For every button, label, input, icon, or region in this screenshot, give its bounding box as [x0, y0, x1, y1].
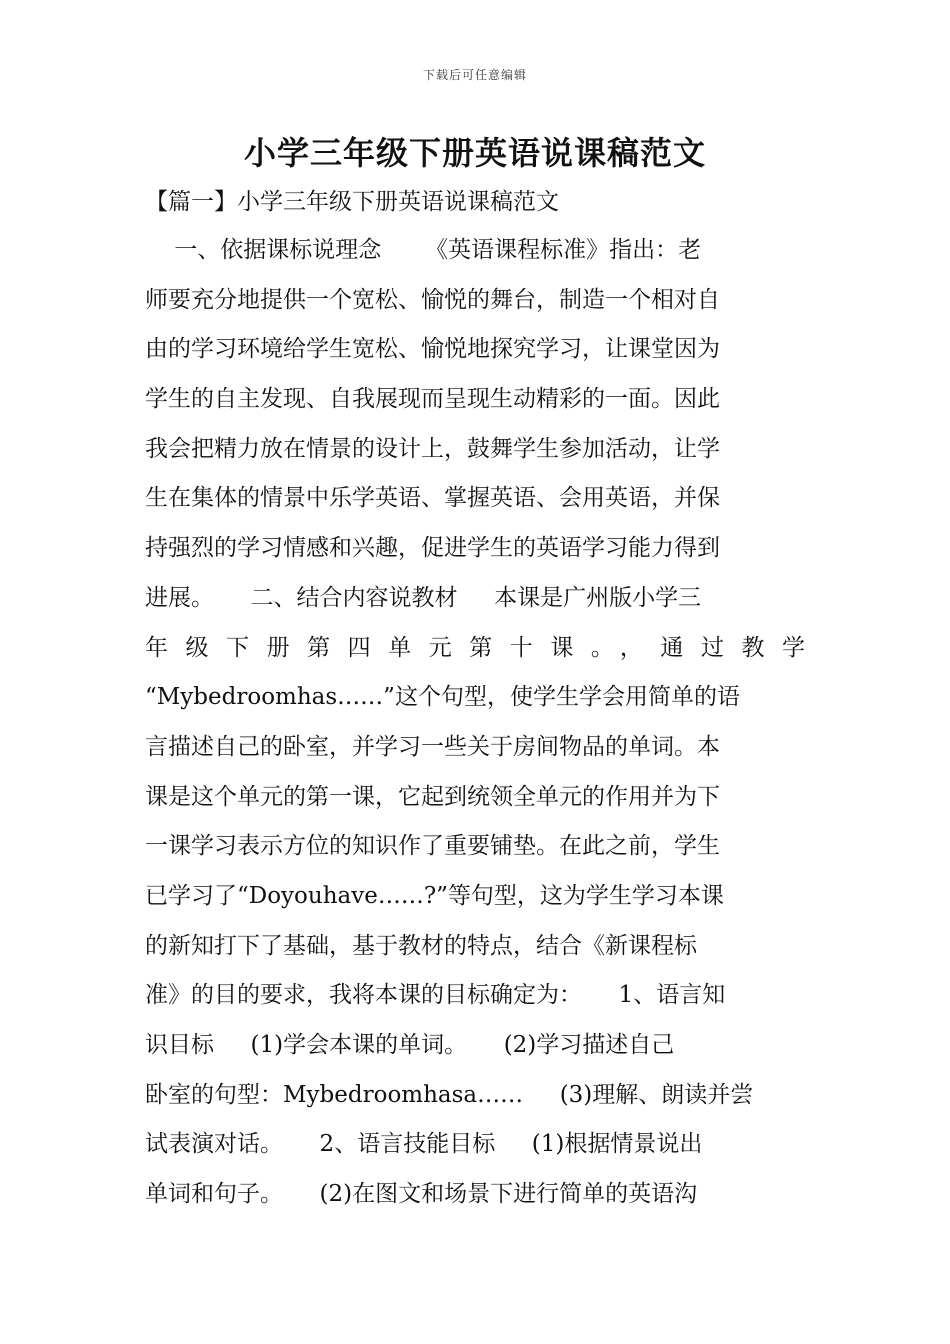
text-line: 我会把精力放在情景的设计上，鼓舞学生参加活动，让学 — [145, 435, 720, 462]
text-line: 年级下册第四单元第十课。，通过教学 — [145, 634, 805, 661]
text-line: 一、依据课标说理念 《英语课程标准》指出：老 — [145, 237, 702, 263]
text-line: 单词和句子。 (2)在图文和场景下进行简单的英语沟 — [145, 1181, 698, 1208]
text-line: 试表演对话。 2、语言技能目标 (1)根据情景说出 — [145, 1131, 703, 1158]
text-line: 师要充分地提供一个宽松、愉悦的舞台，制造一个相对自 — [145, 286, 720, 313]
text-line: 持强烈的学习情感和兴趣，促进学生的英语学习能力得到 — [145, 535, 720, 562]
header-note: 下载后可任意编辑 — [422, 68, 527, 82]
section-heading: 【篇一】小学三年级下册英语说课稿范文 — [145, 189, 559, 215]
text-line: 一课学习表示方位的知识作了重要铺垫。在此之前，学生 — [145, 833, 720, 860]
text-line: 学生的自主发现、自我展现而呈现生动精彩的一面。因此 — [145, 386, 720, 413]
text-line: 生在集体的情景中乐学英语、掌握英语、会用英语，并保 — [145, 485, 720, 512]
text-line: 已学习了“Doyouhave……?”等句型，这为学生学习本课 — [145, 882, 724, 909]
text-line: 准》的目的要求，我将本课的目标确定为： 1、语言知 — [145, 982, 726, 1009]
text-line: 识目标 (1)学会本课的单词。 (2)学习描述自己 — [145, 1032, 675, 1058]
text-line: 课是这个单元的第一课，它起到统领全单元的作用并为下 — [145, 783, 720, 810]
text-line: 卧室的句型：Mybedroomhasa…… (3)理解、朗读并尝 — [145, 1081, 754, 1108]
body-text — [145, 226, 805, 1220]
text-line: 进展。 二、结合内容说教材 本课是广州版小学三 — [145, 584, 702, 611]
text-line: 言描述自己的卧室，并学习一些关于房间物品的单词。本 — [145, 733, 720, 760]
text-line: 由的学习环境给学生宽松、愉悦地探究学习，让课堂因为 — [145, 336, 720, 363]
document-title: 小学三年级下册英语说课稿范文 — [243, 134, 706, 172]
text-line: 的新知打下了基础，基于教材的特点，结合《新课程标 — [145, 932, 697, 959]
text-line: “Mybedroomhas……”这个句型，使学生学会用简单的语 — [145, 684, 740, 711]
